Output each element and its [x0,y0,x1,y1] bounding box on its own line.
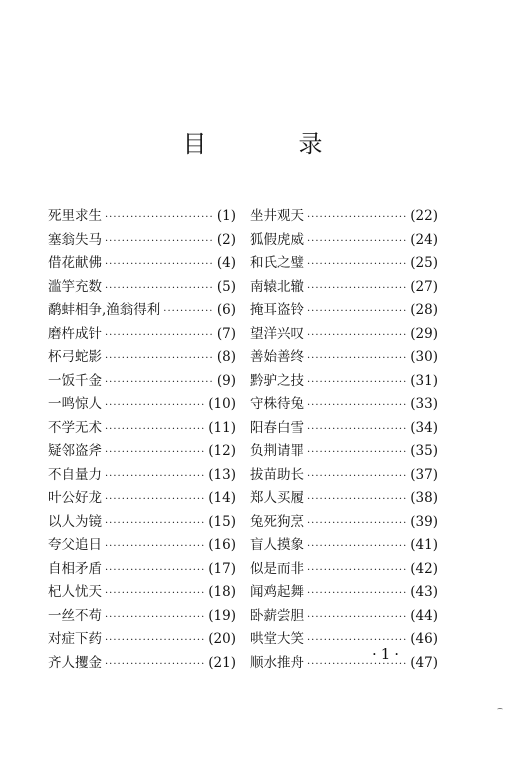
toc-entry [250,463,438,487]
toc-left-column [48,204,236,674]
toc-entry [250,651,438,675]
dot-leader [307,377,407,388]
toc-entry-page: (24) [410,231,438,248]
toc-entry-title: 守株待兔 [250,396,304,412]
toc-entry [250,275,438,299]
dot-leader [307,518,407,529]
dot-leader [105,424,205,435]
toc-entry-page: (38) [410,490,438,506]
toc-entry-title: 望洋兴叹 [250,325,304,342]
dot-leader [307,212,407,223]
toc-entry [250,392,438,416]
page-title: 目 录 [182,130,357,158]
dot-leader [105,612,205,623]
toc-entry-title: 齐人攫金 [48,654,102,671]
toc-entry-page: (33) [410,396,438,412]
toc-entry [48,486,236,510]
dot-leader [105,635,205,646]
toc-entry-page: (30) [410,349,438,365]
toc-entry [250,204,438,228]
dot-leader [105,330,214,341]
toc-entry-title: 阳春白雪 [250,419,304,436]
toc-right-column [250,204,438,674]
toc-entry-title: 以人为镜 [48,513,102,530]
toc-entry-page: (11) [208,419,236,436]
dot-leader [105,588,205,599]
toc-entry-page: (44) [410,607,438,624]
toc-entry-title: 鹬蚌相争,渔翁得利 [48,302,161,318]
toc-entry-page: (2) [216,231,236,248]
toc-entry-title: 负荆请罪 [250,443,304,459]
dot-leader [307,353,407,364]
dot-leader [307,612,407,623]
toc-entry-page: (17) [208,560,236,577]
dot-leader [105,400,205,411]
toc-entry-title: 南辕北辙 [250,278,304,295]
dot-leader [307,565,407,576]
dot-leader [105,565,205,576]
toc-entry-title: 似是而非 [250,560,304,577]
dot-leader [307,400,407,411]
toc-entry-page: (1) [216,208,236,224]
dot-leader [105,212,214,223]
toc-entry-title: 善始善终 [250,349,304,365]
toc-entry [48,627,236,651]
toc-entry [48,604,236,628]
toc-entry-page: (42) [410,560,438,577]
toc-entry-page: (43) [410,584,438,600]
toc-entry [250,533,438,557]
toc-entry-title: 和氏之璧 [250,255,304,271]
toc-entry-title: 滥竽充数 [48,278,102,295]
toc-entry [48,392,236,416]
toc-entry-page: (8) [216,349,236,365]
toc-entry [48,369,236,393]
toc-entry [48,510,236,534]
toc-entry-title: 闻鸡起舞 [250,584,304,600]
dot-leader [307,259,407,270]
toc-entry-title: 卧薪尝胆 [250,607,304,624]
toc-entry-page: (27) [410,278,438,295]
toc-entry-page: (4) [216,255,236,271]
toc-entry-title: 顺水推舟 [250,654,304,671]
toc-entry-page: (15) [208,513,236,530]
toc-entry [48,204,236,228]
dot-leader [105,259,214,270]
dot-leader [105,518,205,529]
toc-entry [48,439,236,463]
toc-entry [48,557,236,581]
dot-leader [105,283,214,294]
toc-entry-title: 叶公好龙 [48,490,102,506]
toc-entry-page: (13) [208,466,236,483]
toc-entry-title: 坐井观天 [250,208,304,224]
toc-entry [48,463,236,487]
toc-entry [48,322,236,346]
toc-entry [250,604,438,628]
toc-entry-page: (19) [208,607,236,624]
dot-leader [307,494,407,505]
toc-entry-title: 对症下药 [48,631,102,647]
toc-entry-page: (9) [216,372,236,389]
dot-leader [307,330,407,341]
dot-leader [307,306,407,317]
dot-leader [105,471,205,482]
toc-entry-title: 不自量力 [48,466,102,483]
toc-entry-page: (6) [216,302,236,318]
toc-entry [250,557,438,581]
toc-entry-page: (46) [410,631,438,647]
toc-entry [250,510,438,534]
toc-entry [250,439,438,463]
toc-entry [250,580,438,604]
toc-entry-title: 借花献佛 [48,255,102,271]
toc-entry-page: (18) [208,584,236,600]
dot-leader [307,541,407,552]
toc-entry-title: 死里求生 [48,208,102,224]
toc-entry-page: (28) [410,302,438,318]
dot-leader [105,659,205,670]
toc-entry-title: 一鸣惊人 [48,396,102,412]
toc-entry [48,651,236,675]
dot-leader [105,541,205,552]
toc-entry [250,298,438,322]
dot-leader [105,447,205,458]
toc-entry [48,345,236,369]
dot-leader [307,236,407,247]
toc-entry-title: 磨杵成针 [48,325,102,342]
toc-entry [48,533,236,557]
toc-entry-page: (31) [410,372,438,389]
dot-leader [307,588,407,599]
dot-leader [307,471,407,482]
toc-entry-page: (34) [410,419,438,436]
toc-entry [48,228,236,252]
toc-entry-page: (37) [410,466,438,483]
dot-leader [163,306,214,317]
toc-entry [48,416,236,440]
toc-entry-title: 杯弓蛇影 [48,349,102,365]
toc-entry-title: 哄堂大笑 [250,631,304,647]
toc-entry [48,251,236,275]
toc-entry [250,416,438,440]
toc-entry-page: (25) [410,255,438,271]
corner-mark [497,708,503,711]
toc-entry-title: 郑人买履 [250,490,304,506]
toc-entry-title: 一丝不苟 [48,607,102,624]
toc-entry [250,345,438,369]
toc-entry-page: (29) [410,325,438,342]
toc-entry-page: (5) [216,278,236,295]
toc-entry-page: (39) [410,513,438,530]
toc-entry-title: 夸父追日 [48,537,102,553]
toc-entry-page: (35) [410,443,438,459]
toc-entry-title: 杞人忧天 [48,584,102,600]
dot-leader [307,283,407,294]
toc-entry-title: 兔死狗烹 [250,513,304,530]
toc-entry [48,275,236,299]
toc-entry-page: (7) [216,325,236,342]
toc-entry-page: (16) [208,537,236,553]
toc-entry-title: 狐假虎威 [250,231,304,248]
toc-entry-title: 一饭千金 [48,372,102,389]
toc-entry-page: (22) [410,208,438,224]
toc-entry-title: 掩耳盗铃 [250,302,304,318]
toc-entry-page: (47) [410,654,438,671]
toc-entry [250,322,438,346]
toc-entry-page: (14) [208,490,236,506]
toc-entry-title: 塞翁失马 [48,231,102,248]
toc-entry [48,580,236,604]
toc-entry-title: 不学无术 [48,419,102,436]
dot-leader [105,353,214,364]
toc-entry-title: 盲人摸象 [250,537,304,553]
toc-entry-page: (20) [208,631,236,647]
toc-entry-page: (10) [208,396,236,412]
toc-entry-title: 疑邻盗斧 [48,443,102,459]
toc-entry [48,298,236,322]
toc-entry [250,627,438,651]
toc-entry [250,369,438,393]
toc-entry [250,251,438,275]
dot-leader [105,236,214,247]
dot-leader [105,494,205,505]
page-number: ·1· [372,645,404,663]
dot-leader [307,424,407,435]
toc-entry [250,228,438,252]
toc-entry-page: (41) [410,537,438,553]
toc-entry-page: (21) [208,654,236,671]
toc-entry-title: 黔驴之技 [250,372,304,389]
toc-entry-page: (12) [208,443,236,459]
dot-leader [307,447,407,458]
toc-entry-title: 自相矛盾 [48,560,102,577]
toc-entry [250,486,438,510]
dot-leader [105,377,214,388]
toc-entry-title: 拔苗助长 [250,466,304,483]
